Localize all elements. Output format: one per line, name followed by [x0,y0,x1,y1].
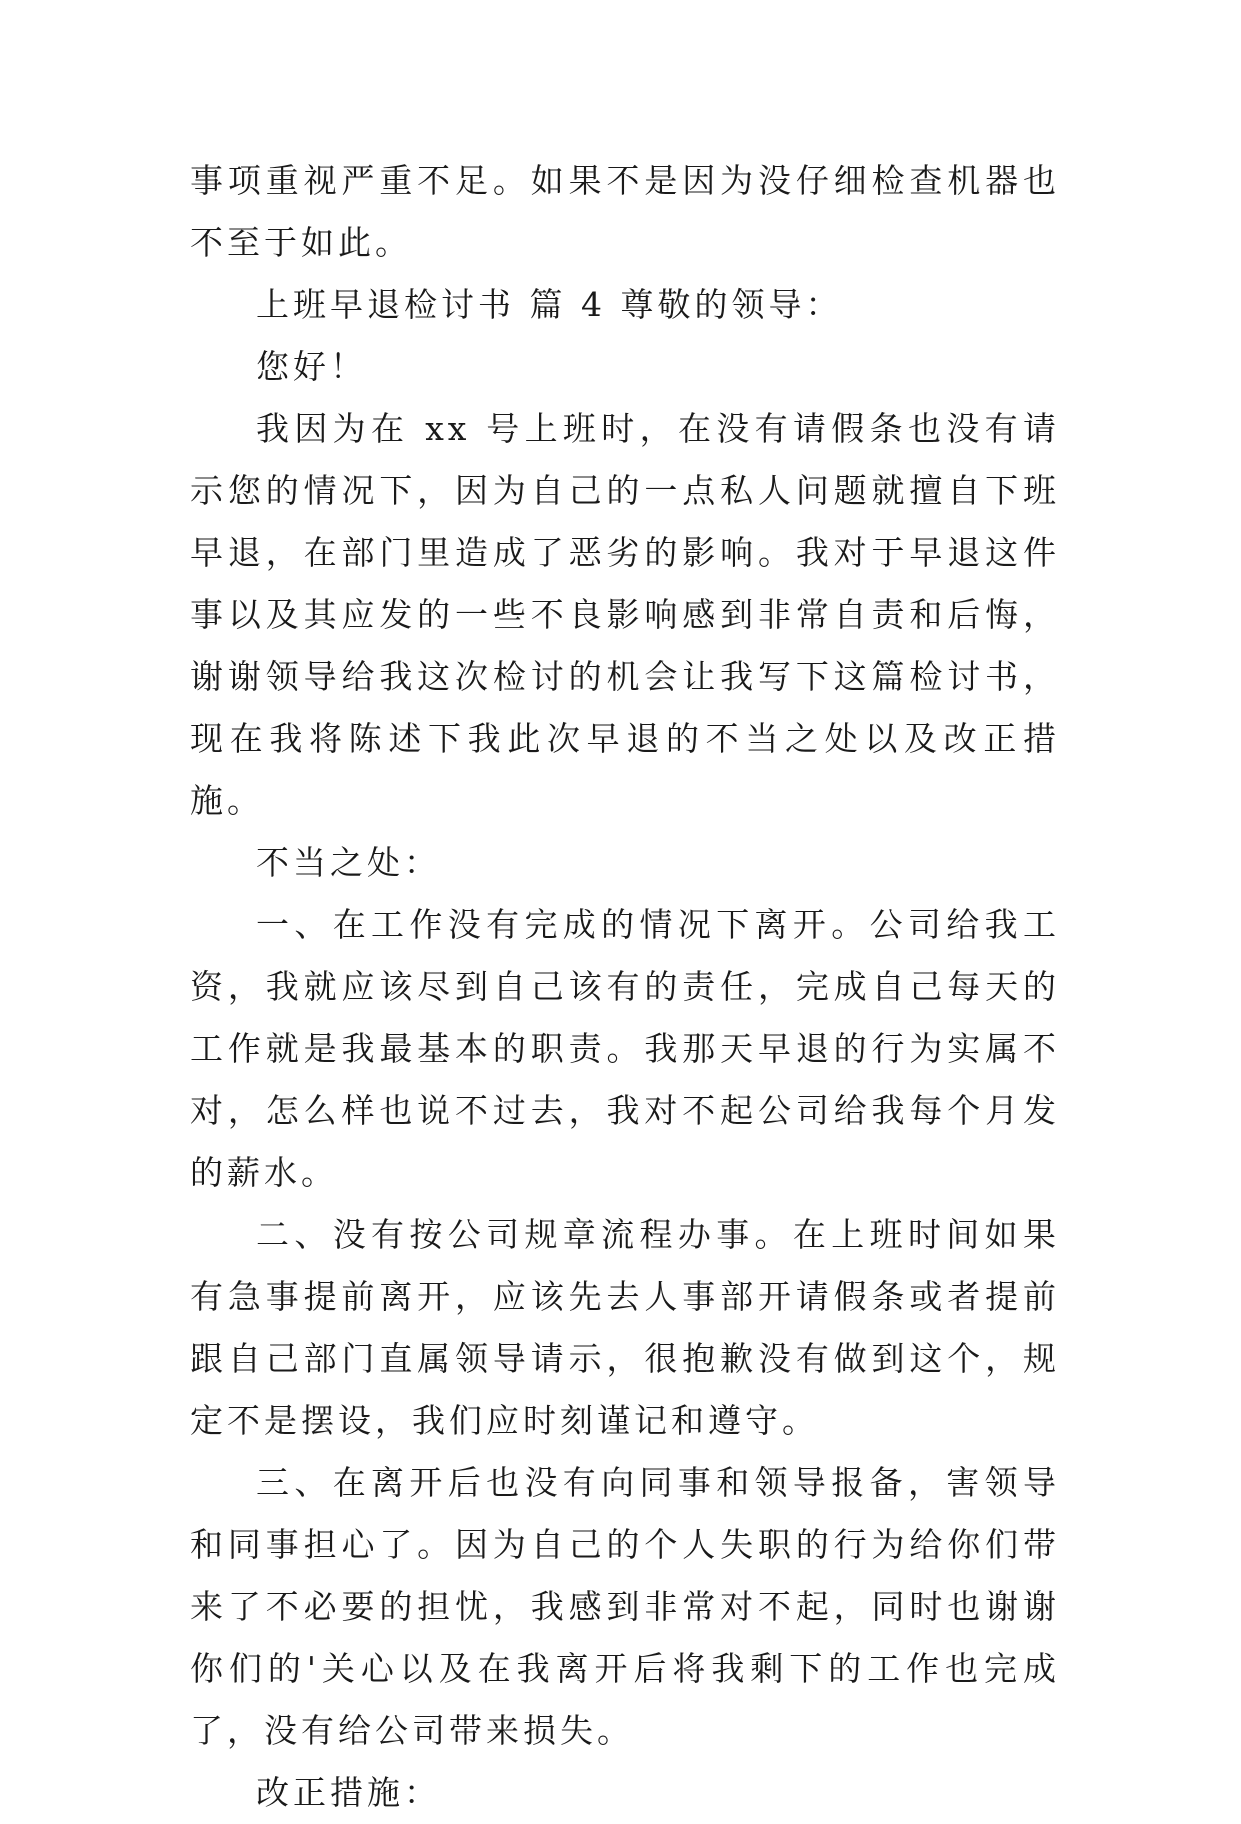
subheading-corrections: 改正措施： [256,1773,441,1812]
subheading-faults: 不当之处： [256,843,441,882]
paragraph-fault-1: 一、在工作没有完成的情况下离开。公司给我工资，我就应该尽到自己该有的责任，完成自己每天的工作就是我最基本的职责。我那天早退的行为实属不对，怎么样也说不过去，我对不起公司给我每个月发的薪水。 [190,905,1060,1192]
document-body [190,150,1060,1824]
section-heading: 上班早退检讨书 篇 4 尊敬的领导： [256,285,843,324]
paragraph-fault-2: 二、没有按公司规章流程办事。在上班时间如果有急事提前离开，应该先去人事部开请假条或者提前跟自己部门直属领导请示，很抱歉没有做到这个，规定不是摆设，我们应时刻谨记和遵守。 [190,1215,1060,1440]
paragraph-continuation: 事项重视严重不足。如果不是因为没仔细检查机器也不至于如此。 [190,161,1060,262]
paragraph-fault-3: 三、在离开后也没有向同事和领导报备，害领导和同事担心了。因为自己的个人失职的行为给你们带来了不必要的担忧，我感到非常对不起，同时也谢谢你们的'关心以及在我离开后将我剩下的工作也完成了，没有给公司带来损失。 [190,1463,1060,1750]
paragraph-intro: 我因为在 xx 号上班时，在没有请假条也没有请示您的情况下，因为自己的一点私人问题就擅自下班早退，在部门里造成了恶劣的影响。我对于早退这件事以及其应发的一些不良影响感到非常自责和后悔，谢谢领导给我这次检讨的机会让我写下这篇检讨书，现在我将陈述下我此次早退的不当之处以及改正措施。 [190,409,1060,820]
greeting: 您好！ [256,347,367,386]
